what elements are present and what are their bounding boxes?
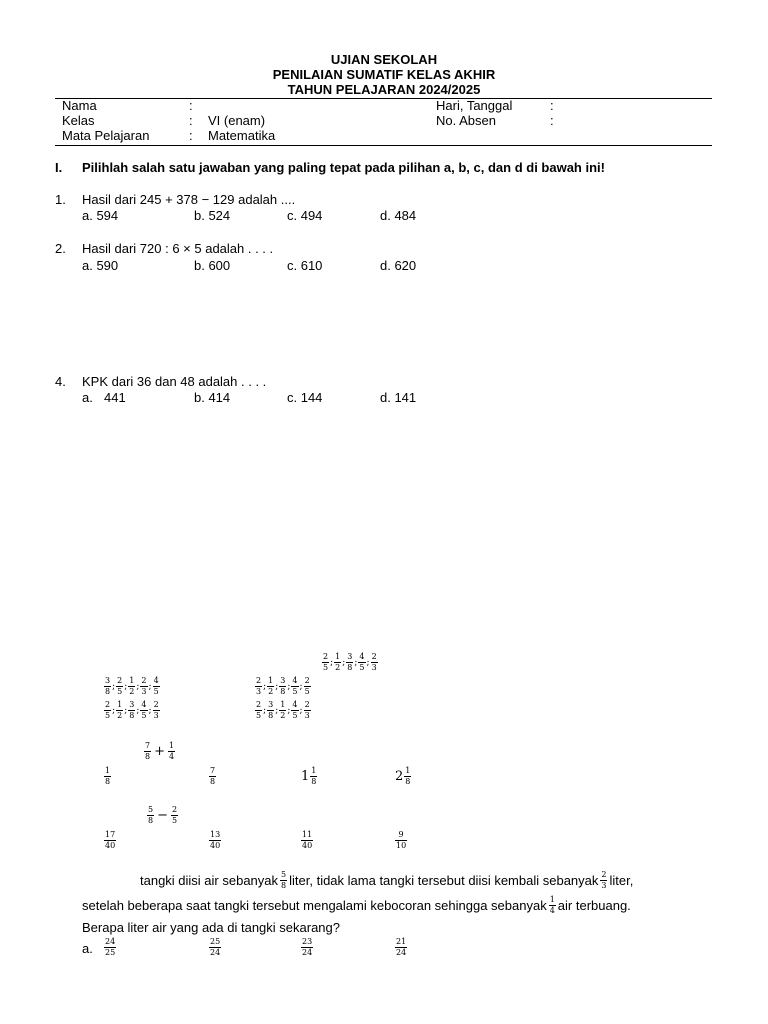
denominator: 8	[311, 777, 317, 786]
q4-option-d: d. 141	[380, 390, 417, 405]
numerator: 25	[210, 937, 221, 946]
numerator: 1	[129, 676, 135, 685]
numerator: 23	[302, 937, 313, 946]
fraction	[600, 871, 607, 890]
numerator: 1	[169, 741, 175, 750]
numerator: 1	[405, 766, 411, 775]
denominator: 8	[129, 711, 135, 720]
numerator: 4	[359, 652, 365, 661]
separator: ;	[124, 681, 128, 692]
mapel-value: Matematika	[208, 128, 276, 143]
hari-colon: :	[550, 98, 554, 113]
numerator: 1	[311, 766, 317, 775]
fraction	[304, 701, 311, 720]
separator: ;	[299, 705, 303, 716]
numerator: 4	[153, 676, 159, 685]
numerator: 4	[141, 700, 147, 709]
story-line-1	[140, 872, 633, 891]
numerator: 1	[268, 676, 274, 685]
fraction	[346, 653, 353, 672]
fraction	[267, 701, 274, 720]
denominator: 2	[268, 687, 274, 696]
fraction	[140, 677, 147, 696]
numerator: 17	[105, 830, 116, 839]
order-option-a	[104, 677, 160, 696]
fraction	[549, 896, 556, 915]
fraction	[128, 701, 135, 720]
numerator: 3	[105, 676, 111, 685]
fraction	[291, 701, 298, 720]
fraction	[144, 742, 151, 761]
separator: ;	[124, 705, 128, 716]
q4-option-c: c. 144	[287, 390, 323, 405]
numerator: 2	[256, 700, 262, 709]
kelas-value: VI (enam)	[208, 113, 266, 128]
nama-colon: :	[189, 98, 193, 113]
whole-number: 1	[301, 769, 310, 784]
denominator: 3	[256, 687, 262, 696]
denominator: 5	[141, 711, 147, 720]
denominator: 2	[335, 663, 341, 672]
order-option-b	[104, 701, 160, 720]
separator: ;	[112, 681, 116, 692]
q1-option-b: b. 524	[194, 208, 231, 223]
nama-label: Nama	[62, 98, 97, 113]
denominator: 40	[210, 841, 221, 850]
story-text: air terbuang.	[557, 897, 631, 913]
fraction	[310, 767, 317, 786]
subtraction-option-b	[209, 831, 221, 850]
minus-operator: −	[157, 808, 168, 823]
numerator: 4	[292, 700, 298, 709]
separator: ;	[148, 681, 152, 692]
fraction	[280, 871, 287, 890]
subtraction-option-a	[104, 831, 116, 850]
header-line-1: UJIAN SEKOLAH	[330, 52, 438, 67]
denominator: 8	[145, 752, 151, 761]
denominator: 8	[347, 663, 353, 672]
fraction	[104, 701, 111, 720]
denominator: 2	[280, 711, 286, 720]
denominator: 2	[129, 687, 135, 696]
numerator: 7	[210, 766, 216, 775]
q4-text: KPK dari 36 dan 48 adalah . . . .	[82, 374, 267, 389]
q2-option-b: b. 600	[194, 258, 231, 273]
q1-number: 1.	[55, 192, 66, 207]
subtraction-expression	[147, 806, 178, 825]
numerator: 5	[281, 870, 287, 879]
whole-number: 2	[395, 769, 404, 784]
numerator: 21	[396, 937, 407, 946]
q2-text: Hasil dari 720 : 6 × 5 adalah . . . .	[82, 241, 274, 256]
denominator: 25	[105, 948, 116, 957]
addition-option-d	[395, 767, 411, 786]
separator: ;	[354, 657, 358, 668]
order-option-c	[255, 677, 311, 696]
separator: ;	[148, 705, 152, 716]
separator: ;	[136, 681, 140, 692]
q2-option-a: a. 590	[82, 258, 119, 273]
fraction	[104, 677, 111, 696]
header-top-rule	[55, 98, 712, 99]
denominator: 8	[281, 881, 287, 890]
numerator: 2	[141, 676, 147, 685]
denominator: 5	[359, 663, 365, 672]
story-option-c	[301, 938, 313, 957]
hari-label: Hari, Tanggal	[436, 98, 513, 113]
numerator: 2	[371, 652, 377, 661]
separator: ;	[287, 681, 291, 692]
denominator: 3	[304, 711, 310, 720]
numerator: 9	[398, 830, 404, 839]
fraction	[116, 701, 123, 720]
q1-option-d: d. 484	[380, 208, 417, 223]
story-option-a-letter: a.	[82, 941, 93, 956]
denominator: 24	[302, 948, 313, 957]
denominator: 8	[405, 777, 411, 786]
separator: ;	[342, 657, 346, 668]
denominator: 40	[302, 841, 313, 850]
addition-expression	[144, 742, 175, 761]
numerator: 2	[117, 676, 123, 685]
denominator: 8	[105, 687, 111, 696]
fraction	[171, 806, 178, 825]
subtraction-option-c	[301, 831, 313, 850]
denominator: 8	[280, 687, 286, 696]
denominator: 5	[256, 711, 262, 720]
fraction	[279, 677, 286, 696]
absen-label: No. Absen	[436, 113, 496, 128]
fraction	[255, 701, 262, 720]
numerator: 2	[172, 805, 178, 814]
subtraction-option-d	[395, 831, 407, 850]
denominator: 5	[117, 687, 123, 696]
numerator: 2	[304, 676, 310, 685]
story-text: liter,	[609, 872, 634, 888]
numerator: 1	[549, 895, 555, 904]
numerator: 3	[347, 652, 353, 661]
separator: ;	[263, 681, 267, 692]
numerator: 3	[268, 700, 274, 709]
fraction	[116, 677, 123, 696]
q4-option-a-letter: a.	[82, 390, 93, 405]
fraction	[153, 677, 160, 696]
denominator: 40	[105, 841, 116, 850]
numerator: 3	[280, 676, 286, 685]
numerator: 1	[335, 652, 341, 661]
denominator: 8	[268, 711, 274, 720]
separator: ;	[287, 705, 291, 716]
denominator: 5	[172, 816, 178, 825]
story-option-a	[104, 938, 116, 957]
denominator: 8	[105, 777, 111, 786]
denominator: 5	[105, 711, 111, 720]
fraction	[304, 677, 311, 696]
numerator: 2	[105, 700, 111, 709]
q2-option-c: c. 610	[287, 258, 323, 273]
story-option-d	[395, 938, 407, 957]
fraction	[153, 701, 160, 720]
separator: ;	[136, 705, 140, 716]
kelas-colon: :	[189, 113, 193, 128]
plus-operator: +	[154, 744, 165, 759]
numerator: 1	[105, 766, 111, 775]
fraction	[334, 653, 341, 672]
fraction	[279, 701, 286, 720]
q4-number: 4.	[55, 374, 66, 389]
numerator: 1	[117, 700, 123, 709]
fraction	[147, 806, 154, 825]
numerator: 2	[256, 676, 262, 685]
q1-option-c: c. 494	[287, 208, 323, 223]
numerator: 24	[105, 937, 116, 946]
q4-option-b: b. 414	[194, 390, 231, 405]
numerator: 11	[302, 830, 313, 839]
denominator: 8	[210, 777, 216, 786]
fraction	[267, 677, 274, 696]
denominator: 5	[304, 687, 310, 696]
story-text: liter, tidak lama tangki tersebut diisi kembali sebanyak	[289, 872, 599, 888]
absen-colon: :	[550, 113, 554, 128]
denominator: 2	[117, 711, 123, 720]
header-line-2: PENILAIAN SUMATIF KELAS AKHIR	[272, 67, 496, 82]
denominator: 3	[371, 663, 377, 672]
denominator: 5	[292, 711, 298, 720]
order-sequence-question	[322, 653, 378, 672]
story-text: tangki diisi air sebanyak	[140, 872, 279, 888]
denominator: 24	[396, 948, 407, 957]
denominator: 5	[323, 663, 329, 672]
story-text: setelah beberapa saat tangki tersebut mengalami kebocoran sehingga sebanyak	[82, 897, 547, 913]
section-number: I.	[55, 160, 63, 175]
addition-option-c	[301, 767, 317, 786]
fraction	[140, 701, 147, 720]
separator: ;	[299, 681, 303, 692]
mapel-label: Mata Pelajaran	[62, 128, 150, 143]
denominator: 5	[292, 687, 298, 696]
fraction	[322, 653, 329, 672]
numerator: 1	[280, 700, 286, 709]
numerator: 5	[148, 805, 154, 814]
separator: ;	[112, 705, 116, 716]
fraction	[255, 677, 262, 696]
q2-option-d: d. 620	[380, 258, 417, 273]
denominator: 10	[396, 841, 407, 850]
fraction	[291, 677, 298, 696]
order-option-d	[255, 701, 311, 720]
numerator: 3	[129, 700, 135, 709]
q4-option-a-value: 441	[104, 390, 126, 405]
denominator: 3	[141, 687, 147, 696]
denominator: 4	[169, 752, 175, 761]
addition-option-a	[104, 767, 111, 786]
numerator: 4	[292, 676, 298, 685]
denominator: 5	[153, 687, 159, 696]
denominator: 4	[549, 906, 555, 915]
q1-text: Hasil dari 245 + 378 − 129 adalah ....	[82, 192, 296, 207]
denominator: 3	[601, 881, 607, 890]
header-line-3: TAHUN PELAJARAN 2024/2025	[287, 82, 481, 97]
denominator: 8	[148, 816, 154, 825]
separator: ;	[366, 657, 370, 668]
numerator: 2	[304, 700, 310, 709]
header-bottom-rule	[55, 145, 712, 146]
separator: ;	[275, 681, 279, 692]
denominator: 3	[153, 711, 159, 720]
q2-number: 2.	[55, 241, 66, 256]
story-option-b	[209, 938, 221, 957]
fraction	[168, 742, 175, 761]
mapel-colon: :	[189, 128, 193, 143]
numerator: 2	[323, 652, 329, 661]
numerator: 2	[601, 870, 607, 879]
fraction	[404, 767, 411, 786]
numerator: 2	[153, 700, 159, 709]
addition-option-b	[209, 767, 216, 786]
story-question: Berapa liter air yang ada di tangki sekarang?	[82, 920, 340, 935]
separator: ;	[330, 657, 334, 668]
fraction	[371, 653, 378, 672]
section-instruction: Pilihlah salah satu jawaban yang paling tepat pada pilihan a, b, c, dan d di bawah ini!	[82, 160, 605, 175]
numerator: 7	[145, 741, 151, 750]
kelas-label: Kelas	[62, 113, 95, 128]
separator: ;	[275, 705, 279, 716]
denominator: 24	[210, 948, 221, 957]
fraction	[358, 653, 365, 672]
separator: ;	[263, 705, 267, 716]
q1-option-a: a. 594	[82, 208, 119, 223]
numerator: 13	[210, 830, 221, 839]
fraction	[128, 677, 135, 696]
story-line-2	[82, 897, 631, 916]
